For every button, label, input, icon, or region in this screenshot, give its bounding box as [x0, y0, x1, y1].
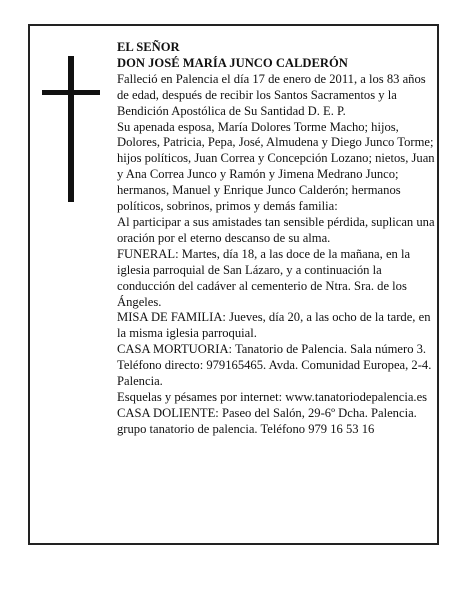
funeral-info: FUNERAL: Martes, día 18, a las doce de la mañana, en la iglesia parroquial de San Lázaro, y a continuación la conducción del cadáver al cementerio de Ntra. Sra. de los Ángeles. [117, 246, 411, 309]
family-mass-info: MISA DE FAMILIA: Jueves, día 20, a las ocho de la tarde, en la misma iglesia parroquial. [117, 310, 431, 341]
death-details: Falleció en Palencia el día 17 de enero de 2011, a los 83 años de edad, después de recibir los Santos Sacramentos y la Bendición Apostólica de Su Santidad D. E. P. [117, 71, 426, 118]
prayer-request: Al participar a sus amistades tan sensible pérdida, suplican una oración por el eterno descanso de su alma. [117, 214, 435, 245]
mourning-home: CASA DOLIENTE: Paseo del Salón, 29-6º Dcha. Palencia. [117, 405, 417, 420]
deceased-name: DON JOSÉ MARÍA JUNCO CALDERÓN [117, 55, 348, 70]
funeral-home-contact: grupo tanatorio de palencia. Teléfono 979 16 53 16 [117, 421, 375, 436]
mortuary-info: CASA MORTUORIA: Tanatorio de Palencia. Sala número 3. Teléfono directo: 979165465. Avda. Comunidad Europea, 2-4. Palencia. [117, 342, 432, 389]
internet-condolences: Esquelas y pésames por internet: www.tanatoriodepalencia.es [117, 389, 428, 404]
latin-cross-icon [42, 56, 100, 202]
header-title: EL SEÑOR [117, 40, 180, 54]
death-notice [28, 24, 439, 545]
family-list: Su apenada esposa, María Dolores Torme Macho; hijos, Dolores, Patricia, Pepa, José, Almudena y Diego Junco Torme; hijos políticos, Juan Correa y Concepción Lozano; nietos, Juan y Ana Correa Junco y Ramón y Jimena Medrano Junco; hermanos, Manuel y Enrique Junco Calderón; hermanos políticos, sobrinos, primos y demás familia: [117, 119, 435, 214]
notice-text [117, 40, 435, 438]
cross-vertical-bar [68, 56, 74, 202]
cross-horizontal-bar [42, 90, 100, 95]
